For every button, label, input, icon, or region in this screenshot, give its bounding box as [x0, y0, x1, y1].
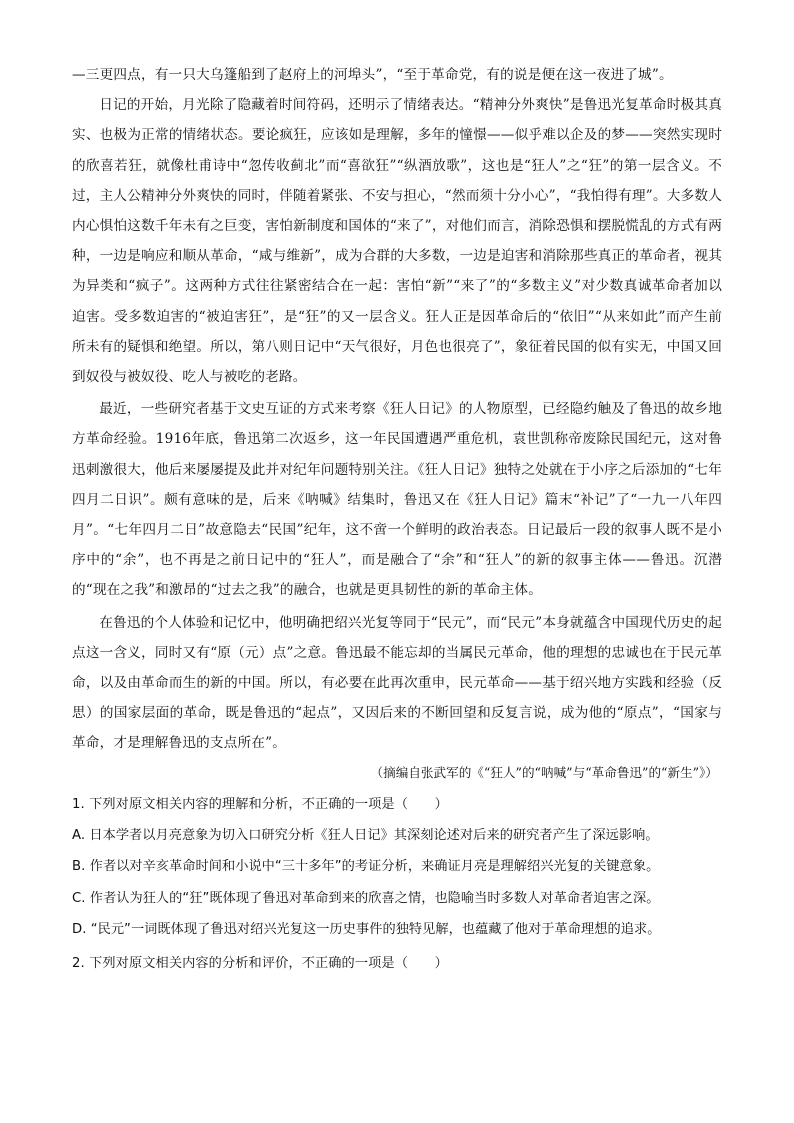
article-body — [72, 60, 722, 787]
article-paragraph: 日记的开始，月光除了隐藏着时间符码，还明示了情绪表达。“精神分外爽快”是鲁迅光复革命时极其真实、也极为正常的情绪状态。要论疯狂，应该如是理解，多年的憧憬——似乎难以企及的梦——突然实现时的欣喜若狂，就像杜甫诗中“忽传收蓟北”而“喜欲狂”“纵酒放歌”，这也是“狂人”之“狂”的第一层含义。不过，主人公精神分外爽快的同时，伴随着紧张、不安与担心，“然而须十分小心”，“我怕得有理”。大多数人内心惧怕这数千年未有之巨变，害怕新制度和国体的“来了”，对他们而言，消除恐惧和摆脱慌乱的方式有两种，一边是响应和顺从革命，“咸与维新”，成为合群的大多数，一边是迫害和消除那些真正的革命者，视其为异类和“疯子”。这两种方式往往紧密结合在一起：害怕“新”“来了”的“多数主义”对少数真诚革命者加以迫害。受多数迫害的“被迫害狂”，是“狂”的又一层含义。狂人正是因革命后的“依旧”“从来如此”而产生前所未有的疑惧和绝望。所以，第八则日记中“天气很好，月色也很亮了”，象征着民国的似有实无，中国又回到奴役与被奴役、吃人与被吃的老路。 — [72, 97, 722, 386]
option-b[interactable] — [72, 851, 722, 883]
question-text: 下列对原文相关内容的理解和分析，不正确的一项是（ ） — [89, 796, 448, 812]
question-2 — [72, 948, 722, 979]
article-paragraph: 最近，一些研究者基于文史互证的方式来考察《狂人日记》的人物原型，已经隐约触及了鲁迅的故乡地方革命经验。1916年底，鲁迅第二次返乡，这一年民国遭遇严重危机，袁世凯称帝废除民国纪元，这对鲁迅刺激很大，他后来屡屡提及此并对纪年问题特别关注。《狂人日记》独特之处就在于小序之后添加的“七年四月二日识”。颇有意味的是，后来《呐喊》结集时，鲁迅又在《狂人日记》篇末“补记”了“一九一八年四月”。“七年四月二日”故意隐去“民国”纪年，这不啻一个鲜明的政治表态。日记最后一段的叙事人既不是小序中的“余”，也不再是之前日记中的“狂人”，而是融合了“余”和“狂人”的新的叙事主体——鲁迅。沉潜的“现在之我”和激昂的“过去之我”的融合，也就是更具韧性的新的革命主体。 — [72, 401, 722, 599]
option-text: 作者认为狂人的“狂”既体现了鲁迅对革命到来的欣喜之情，也隐喻当时多数人对革命者迫害之深。 — [89, 890, 660, 906]
article-paragraph: —三更四点，有一只大乌篷船到了赵府上的河埠头”，“至于革命党，有的说是便在这一夜进了城”。 — [72, 67, 673, 83]
option-a[interactable] — [72, 820, 722, 852]
article-paragraph: 在鲁迅的个人体验和记忆中，他明确把绍兴光复等同于“民元”，而“民元”本身就蕴含中国现代历史的起点这一含义，同时又有“原（元）点”之意。鲁迅最不能忘却的当属民元革命，他的理想的忠诚也在于民元革命，以及由革命而生的新的中国。所以，有必要在此再次重申，民元革命——基于绍兴地方实践和经验（反思）的国家层面的革命，既是鲁迅的“起点”，又因后来的不断回望和反复言说，成为他的“原点”，“国家与革命，才是理解鲁迅的支点所在”。 — [72, 614, 722, 752]
option-c[interactable] — [72, 883, 722, 915]
option-letter: C. — [72, 890, 86, 906]
question-number: 1. — [72, 796, 85, 812]
option-text: 作者以对辛亥革命时间和小说中“三十多年”的考证分析，来确证月亮是理解绍兴光复的关键意象。 — [89, 859, 660, 875]
option-text: 日本学者以月亮意象为切入口研究分析《狂人日记》其深刻论述对后来的研究者产生了深远影响。 — [89, 827, 659, 843]
document-page — [72, 60, 722, 979]
question-stem — [72, 789, 722, 820]
option-letter: B. — [72, 859, 86, 875]
option-text: “民元”一词既体现了鲁迅对绍兴光复这一历史事件的独特见解，也蕴藏了他对于革命理想的追求。 — [90, 922, 661, 938]
question-stem — [72, 948, 722, 979]
option-letter: A. — [72, 827, 86, 843]
option-letter: D. — [72, 922, 87, 938]
question-1 — [72, 789, 722, 946]
option-d[interactable] — [72, 914, 722, 946]
article-source: （摘编自张武军的《“狂人”的“呐喊”与“革命鲁迅”的“新生”》） — [370, 764, 718, 780]
question-text: 下列对原文相关内容的分析和评价，不正确的一项是（ ） — [89, 955, 448, 971]
question-number: 2. — [72, 955, 85, 971]
